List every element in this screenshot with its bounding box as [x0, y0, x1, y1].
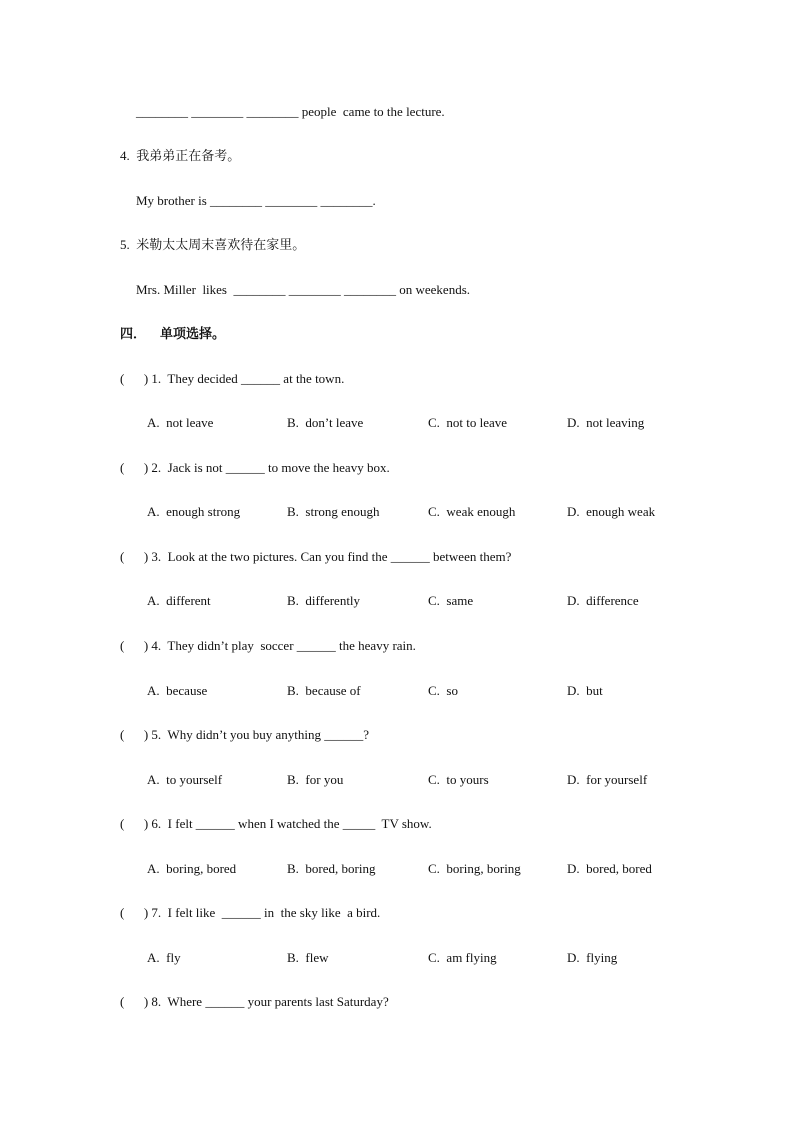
- option-b: B. bored, boring: [287, 861, 376, 876]
- option-b: B. differently: [287, 593, 361, 608]
- question-stem: ( ) 1. They decided ______ at the town.: [120, 371, 345, 386]
- option-a: A. boring, bored: [147, 861, 237, 876]
- option-d: D. flying: [567, 950, 618, 965]
- option-b: B. strong enough: [287, 504, 380, 519]
- question-stem: ( ) 8. Where ______ your parents last Saturday?: [120, 994, 389, 1009]
- option-c: C. same: [428, 593, 474, 608]
- option-d: D. enough weak: [567, 504, 656, 519]
- q4-answer-line: My brother is ________ ________ ________.: [136, 193, 376, 208]
- section-number: 四．: [120, 326, 147, 341]
- option-d: D. bored, bored: [567, 861, 652, 876]
- option-b: B. flew: [287, 950, 329, 965]
- q3-answer-line: ________ ________ ________ people came to the lecture.: [136, 104, 445, 119]
- option-b: B. for you: [287, 772, 344, 787]
- option-c: C. not to leave: [428, 415, 508, 430]
- q4-prompt: 4. 我弟弟正在备考。: [120, 148, 241, 163]
- question-stem: ( ) 3. Look at the two pictures. Can you find the ______ between them?: [120, 549, 512, 564]
- option-a: A. different: [147, 593, 211, 608]
- question-stem: ( ) 4. They didn’t play soccer ______ the heavy rain.: [120, 638, 416, 653]
- option-c: C. am flying: [428, 950, 497, 965]
- question-stem: ( ) 6. I felt ______ when I watched the _____ TV show.: [120, 816, 432, 831]
- option-d: D. difference: [567, 593, 639, 608]
- option-d: D. for yourself: [567, 772, 648, 787]
- option-a: A. not leave: [147, 415, 214, 430]
- option-c: C. boring, boring: [428, 861, 521, 876]
- option-c: C. so: [428, 683, 458, 698]
- option-a: A. enough strong: [147, 504, 241, 519]
- section-title: 单项选择。: [160, 326, 226, 341]
- question-stem: ( ) 7. I felt like ______ in the sky like a bird.: [120, 905, 381, 920]
- option-b: B. because of: [287, 683, 361, 698]
- option-a: A. because: [147, 683, 208, 698]
- option-c: C. to yours: [428, 772, 489, 787]
- option-c: C. weak enough: [428, 504, 516, 519]
- option-a: A. to yourself: [147, 772, 223, 787]
- option-d: D. not leaving: [567, 415, 645, 430]
- question-stem: ( ) 2. Jack is not ______ to move the heavy box.: [120, 460, 390, 475]
- question-stem: ( ) 5. Why didn’t you buy anything ______?: [120, 727, 370, 742]
- option-a: A. fly: [147, 950, 181, 965]
- option-d: D. but: [567, 683, 603, 698]
- q5-prompt: 5. 米勒太太周末喜欢待在家里。: [120, 237, 306, 252]
- q5-answer-line: Mrs. Miller likes ________ ________ ________ on weekends.: [136, 282, 471, 297]
- option-b: B. don’t leave: [287, 415, 364, 430]
